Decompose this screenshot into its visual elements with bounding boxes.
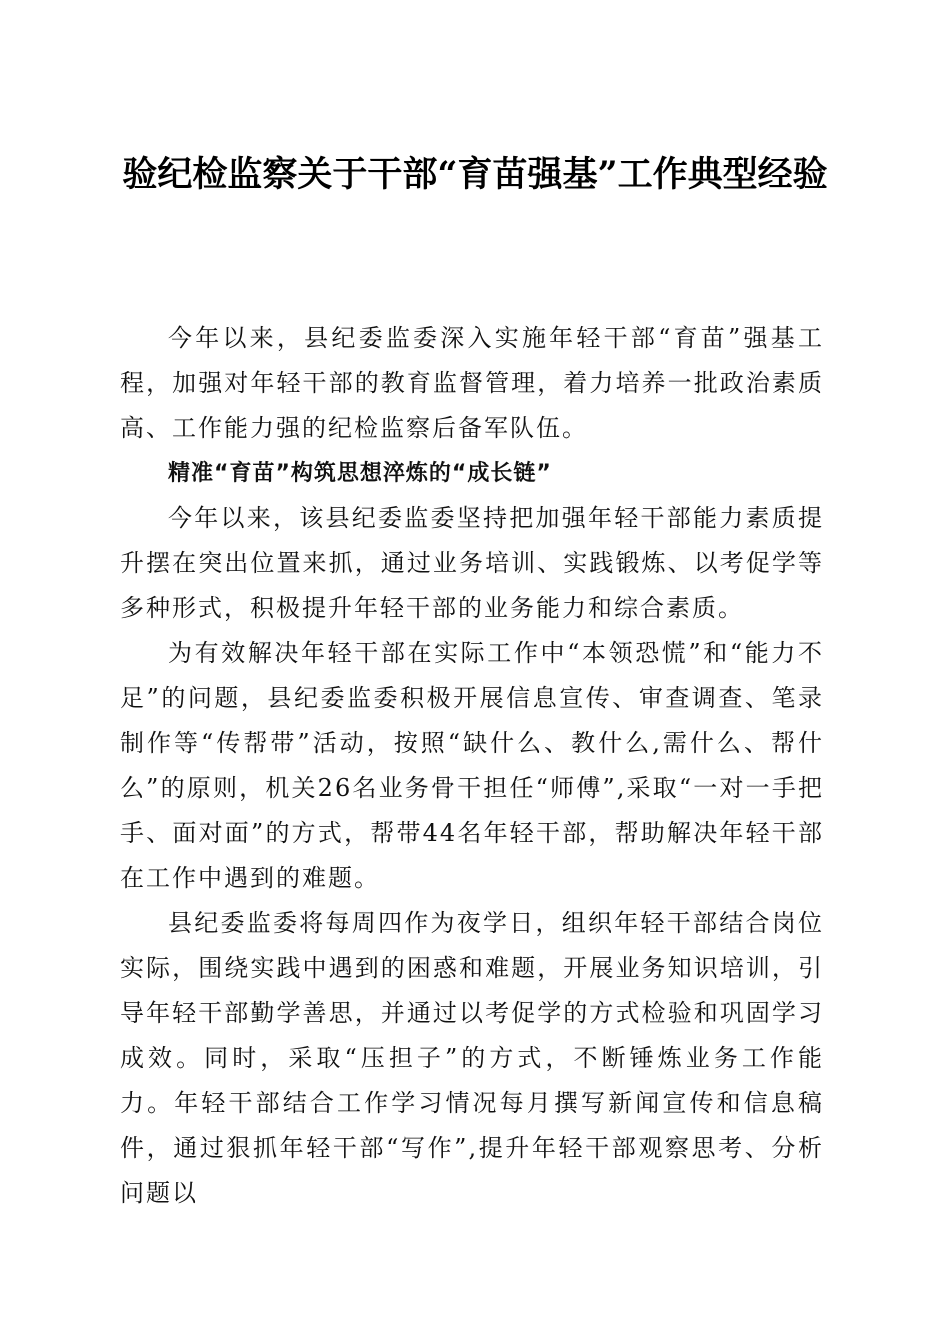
document-title: 验纪检监察关于干部“育苗强基”工作典型经验 <box>122 154 828 195</box>
section-heading: 精准“育苗”构筑思想淬炼的“成长链” <box>168 461 552 486</box>
document-body <box>120 316 824 1216</box>
intro-paragraph: 今年以来，县纪委监委深入实施年轻干部“育苗”强基工程，加强对年轻干部的教育监督管理，着力培养一批政治素质高、工作能力强的纪检监察后备军队伍。 <box>120 324 824 442</box>
body-paragraph: 为有效解决年轻干部在实际工作中“本领恐慌”和“能力不足”的问题，县纪委监委积极开展信息宣传、审查调查、笔录制作等“传帮带”活动，按照“缺什么、教什么,需什么、帮什么”的原则，机关26名业务骨干担任“师傅”,采取“一对一手把手、面对面”的方式，帮带44名年轻干部，帮助解决年轻干部在工作中遇到的难题。 <box>120 639 824 892</box>
body-paragraph: 县纪委监委将每周四作为夜学日，组织年轻干部结合岗位实际，围绕实践中遇到的困惑和难题，开展业务知识培训，引导年轻干部勤学善思，并通过以考促学的方式检验和巩固学习成效。同时，采取“压担子”的方式，不断锤炼业务工作能力。年轻干部结合工作学习情况每月撰写新闻宣传和信息稿件，通过狠抓年轻干部“写作”,提升年轻干部观察思考、分析问题以 <box>120 909 824 1207</box>
body-paragraph: 今年以来，该县纪委监委坚持把加强年轻干部能力素质提升摆在突出位置来抓，通过业务培训、实践锻炼、以考促学等多种形式，积极提升年轻干部的业务能力和综合素质。 <box>120 504 824 622</box>
